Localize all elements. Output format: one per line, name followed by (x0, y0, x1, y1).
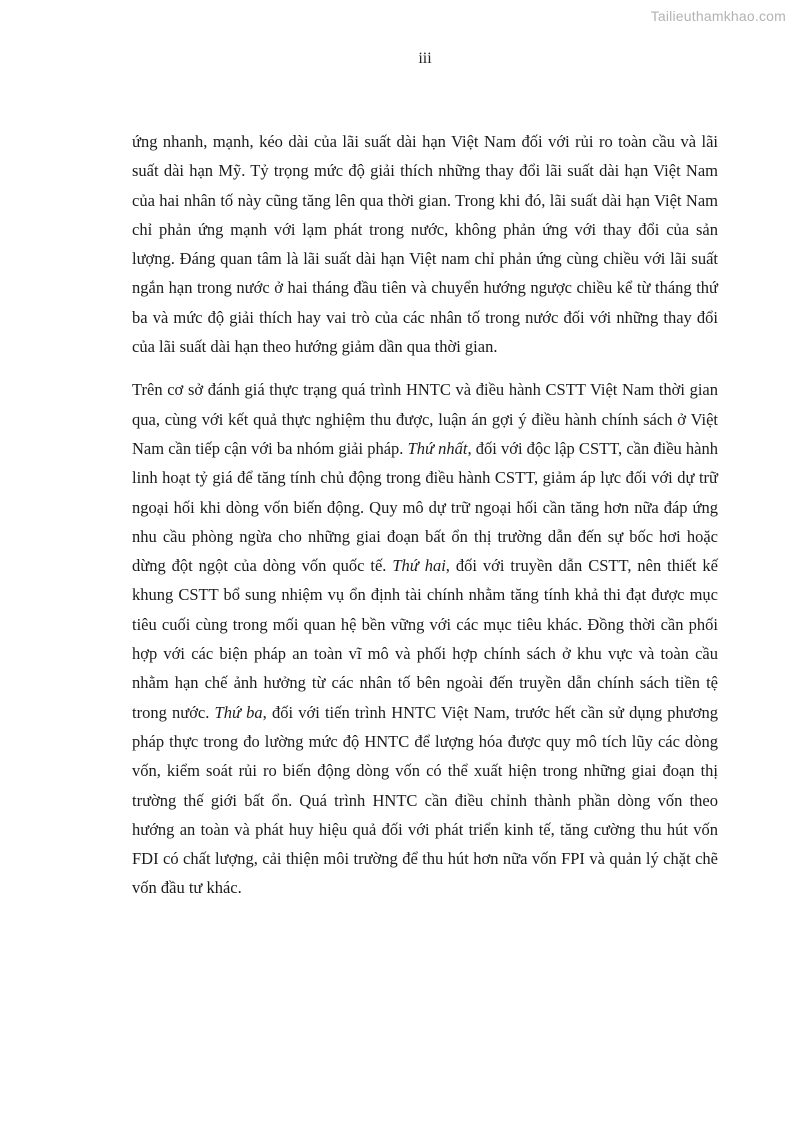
text-run: , đối với tiến trình HNTC Việt Nam, trước hết cần sử dụng phương pháp thực trong đo lường mức độ HNTC để lượng hóa được quy mô tích lũy các dòng vốn, kiểm soát rủi ro biến động dòng vốn có thể xuất hiện trong những giai đoạn thị trường thế giới bất ổn. Quá trình HNTC cần điều chỉnh thành phần dòng vốn theo hướng an toàn và phát huy hiệu quả đối với phát triển kinh tế, tăng cường thu hút vốn FDI có chất lượng, cải thiện môi trường để thu hút hơn nữa vốn FPI và quản lý chặt chẽ vốn đầu tư khác. (132, 702, 718, 898)
document-body (132, 127, 718, 903)
paragraph (132, 375, 718, 902)
text-run: , đối với độc lập CSTT, cần điều hành linh hoạt tỷ giá để tăng tính chủ động trong điều hành CSTT, giảm áp lực đối với dự trữ ngoại hối khi dòng vốn biến động. Quy mô dự trữ ngoại hối cần tăng hơn nữa đáp ứng nhu cầu phòng ngừa cho những giai đoạn bất ổn thị trường dẫn đến sự bốc hơi hoặc dừng đột ngột của dòng vốn quốc tế. (132, 438, 718, 576)
watermark: Tailieuthamkhao.com (650, 8, 786, 24)
text-run: , đối với truyền dẫn CSTT, nên thiết kế khung CSTT bổ sung nhiệm vụ ổn định tài chính nhằm tăng tính khả thi đạt được mục tiêu cuối cùng trong mối quan hệ bền vững với các mục tiêu khác. Đồng thời cần phối hợp với các biện pháp an toàn vĩ mô và phối hợp chính sách ở khu vực và toàn cầu nhằm hạn chế ảnh hưởng từ các nhân tố bên ngoài đến truyền dẫn chính sách tiền tệ trong nước. (132, 556, 718, 722)
text-run: Trên cơ sở đánh giá thực trạng quá trình HNTC và điều hành CSTT Việt Nam thời gian qua, cùng với kết quả thực nghiệm thu được, luận án gợi ý điều hành chính sách ở Việt Nam cần tiếp cận với ba nhóm giải pháp. (132, 380, 718, 458)
italic-text-run: Thứ ba (214, 702, 263, 722)
text-run: ứng nhanh, mạnh, kéo dài của lãi suất dài hạn Việt Nam đối với rủi ro toàn cầu và lãi suất dài hạn Mỹ. Tỷ trọng mức độ giải thích những thay đổi lãi suất dài hạn Việt Nam của hai nhân tố này cũng tăng lên qua thời gian. Trong khi đó, lãi suất dài hạn Việt Nam chỉ phản ứng mạnh với lạm phát trong nước, không phản ứng với thay đổi của sản lượng. Đáng quan tâm là lãi suất dài hạn Việt nam chỉ phản ứng cùng chiều với lãi suất ngắn hạn trong nước ở hai tháng đầu tiên và chuyển hướng ngược chiều kể từ tháng thứ ba và mức độ giải thích hay vai trò của các nhân tố trong nước đối với những thay đổi của lãi suất dài hạn theo hướng giảm dần qua thời gian. (132, 132, 718, 357)
paragraph (132, 127, 718, 361)
page-number: iii (418, 50, 432, 67)
italic-text-run: Thứ hai (392, 556, 446, 576)
italic-text-run: Thứ nhất (407, 438, 468, 458)
